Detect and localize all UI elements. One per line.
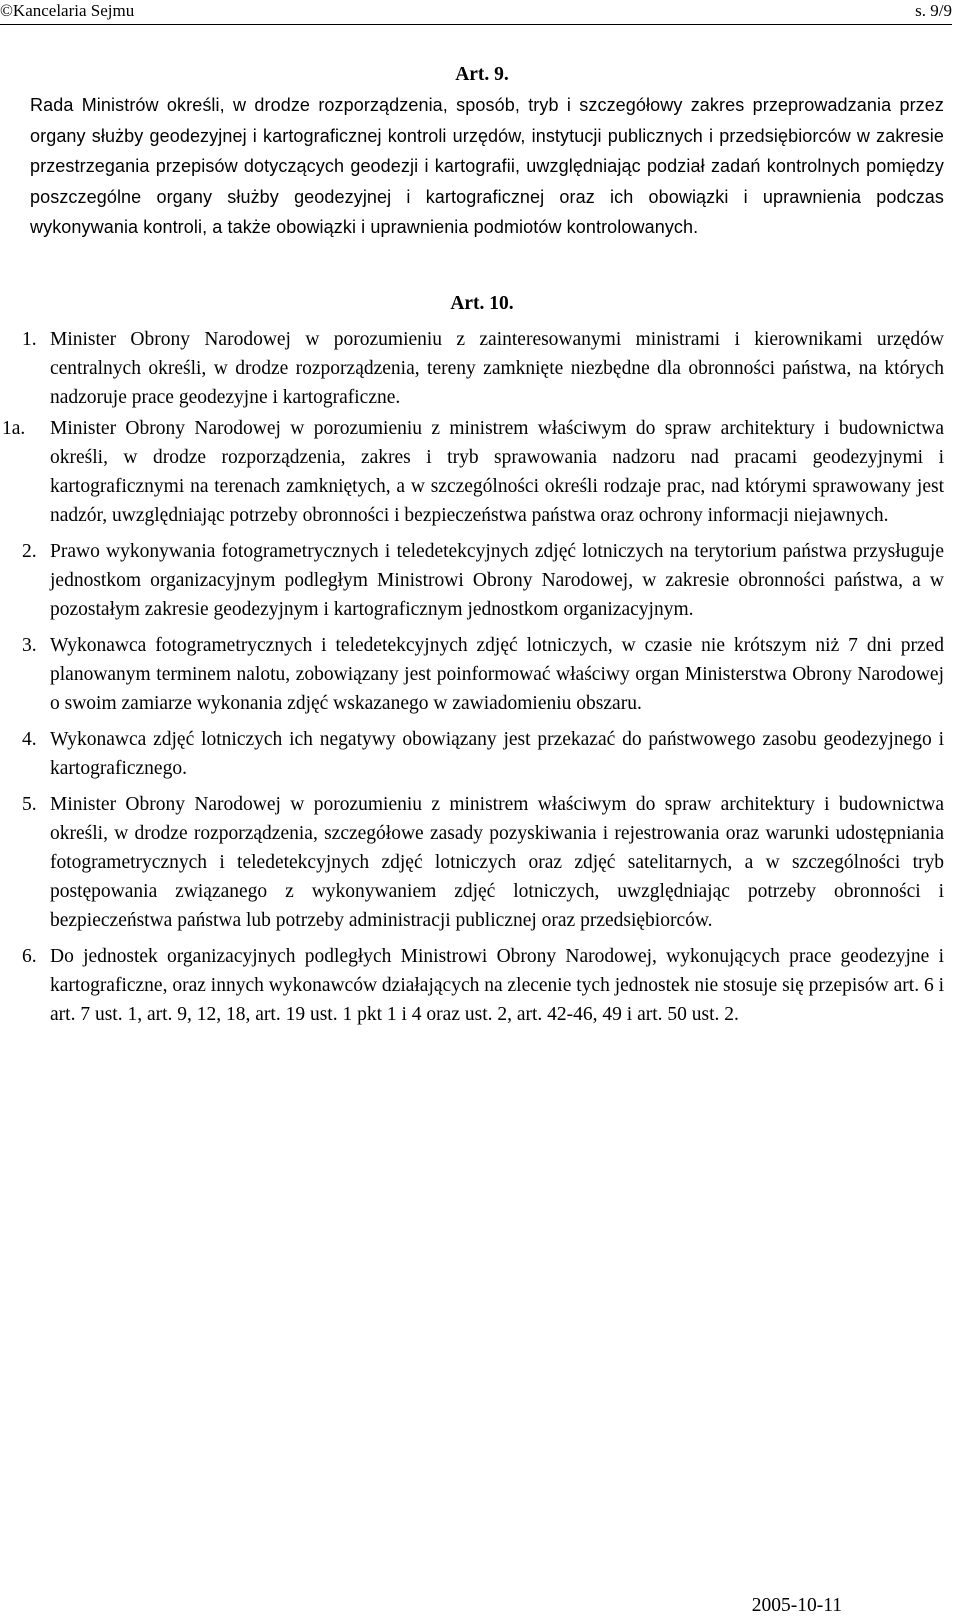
point-text: Minister Obrony Narodowej w porozumieniu z zainteresowanymi ministrami i kierownikami urzędów centralnych określi, w drodze rozporządzenia, tereny zamknięte niezbędne dla obronności państwa, na których nadzoruje prace geodezyjne i kartograficzne.	[50, 328, 944, 408]
article-9-title: Art. 9.	[455, 64, 509, 85]
article-10-point	[0, 725, 952, 783]
point-number: 6.	[22, 945, 37, 967]
article-9	[0, 60, 952, 243]
article-10	[0, 289, 952, 1029]
point-text: Minister Obrony Narodowej w porozumieniu z ministrem właściwym do spraw architektury i budownictwa określi, w drodze rozporządzenia, szczegółowe zasady pozyskiwania i rejestrowania oraz warunki udostępniania fotogrametrycznych i teledetekcyjnych zdjęć lotniczych oraz zdjęć satelitarnych, a w szczególności tryb postępowania związanego z wykonywaniem zdjęć lotniczych, uwzględniając potrzeby obronności i bezpieczeństwa państwa lub potrzeby administracji publicznej oraz przedsiębiorców.	[50, 793, 944, 931]
article-10-point	[0, 631, 952, 718]
point-number: 2.	[22, 540, 37, 562]
page-header	[0, 0, 960, 24]
point-number: 5.	[22, 793, 37, 815]
point-number: 3.	[22, 634, 37, 656]
article-10-title: Art. 10.	[450, 292, 514, 314]
article-10-point	[0, 942, 952, 1029]
article-10-point	[0, 325, 952, 412]
point-text: Wykonawca zdjęć lotniczych ich negatywy obowiązany jest przekazać do państwowego zasobu geodezyjnego i kartograficznego.	[50, 728, 944, 779]
header-page-number: s. 9/9	[915, 1, 952, 20]
document-content	[0, 60, 952, 1036]
point-text: Wykonawca fotogrametrycznych i teledetekcyjnych zdjęć lotniczych, w czasie nie krótszym niż 7 dni przed planowanym terminem nalotu, zobowiązany jest poinformować właściwy organ Ministerstwa Obrony Narodowej o swoim zamiarze wykonania zdjęć wskazanego w zawiadomieniu obszaru.	[50, 634, 944, 714]
article-10-point	[0, 790, 952, 935]
point-text: Prawo wykonywania fotogrametrycznych i teledetekcyjnych zdjęć lotniczych na terytorium państwa przysługuje jednostkom organizacyjnym podległym Ministrowi Obrony Narodowej, w zakresie obronności państwa, a w pozostałym zakresie geodezyjnym i kartograficznym jednostkom organizacyjnym.	[50, 540, 944, 620]
point-number: 4.	[22, 728, 37, 750]
point-number: 1a.	[2, 417, 26, 439]
point-number: 1.	[22, 328, 37, 350]
point-text: Minister Obrony Narodowej w porozumieniu z ministrem właściwym do spraw architektury i budownictwa określi, w drodze rozporządzenia, zakres i tryb sprawowania nadzoru nad pracami geodezyjnymi i kartograficznymi na terenach zamkniętych, a w szczególności określi rodzaje prac, nad którymi sprawowany jest nadzór, uwzględniając potrzeby obronności i bezpieczeństwa państwa oraz ochrony informacji niejawnych.	[50, 417, 944, 526]
footer-date: 2005-10-11	[751, 1595, 842, 1616]
article-10-point	[0, 414, 952, 530]
article-10-point	[0, 537, 952, 624]
point-text: Do jednostek organizacyjnych podległych Ministrowi Obrony Narodowej, wykonujących prace geodezyjne i kartograficzne, oraz innych wykonawców działających na zlecenie tych jednostek nie stosuje się przepisów art. 6 i art. 7 ust. 1, art. 9, 12, 18, art. 19 ust. 1 pkt 1 i 4 oraz ust. 2, art. 42-46, 49 i art. 50 ust. 2.	[50, 945, 944, 1025]
header-copyright: ©Kancelaria Sejmu	[0, 1, 135, 20]
header-rule	[0, 24, 952, 25]
article-9-body: Rada Ministrów określi, w drodze rozporządzenia, sposób, tryb i szczegółowy zakres przeprowadzania przez organy służby geodezyjnej i kartograficznej kontroli urzędów, instytucji publicznych i przedsiębiorców w zakresie przestrzegania przepisów dotyczących geodezji i kartografii, uwzględniając podział zadań kontrolnych pomiędzy poszczególne organy służby geodezyjnej i kartograficznej oraz ich obowiązki i uprawnienia podczas wykonywania kontroli, a także obowiązki i uprawnienia podmiotów kontrolowanych.	[30, 95, 944, 237]
